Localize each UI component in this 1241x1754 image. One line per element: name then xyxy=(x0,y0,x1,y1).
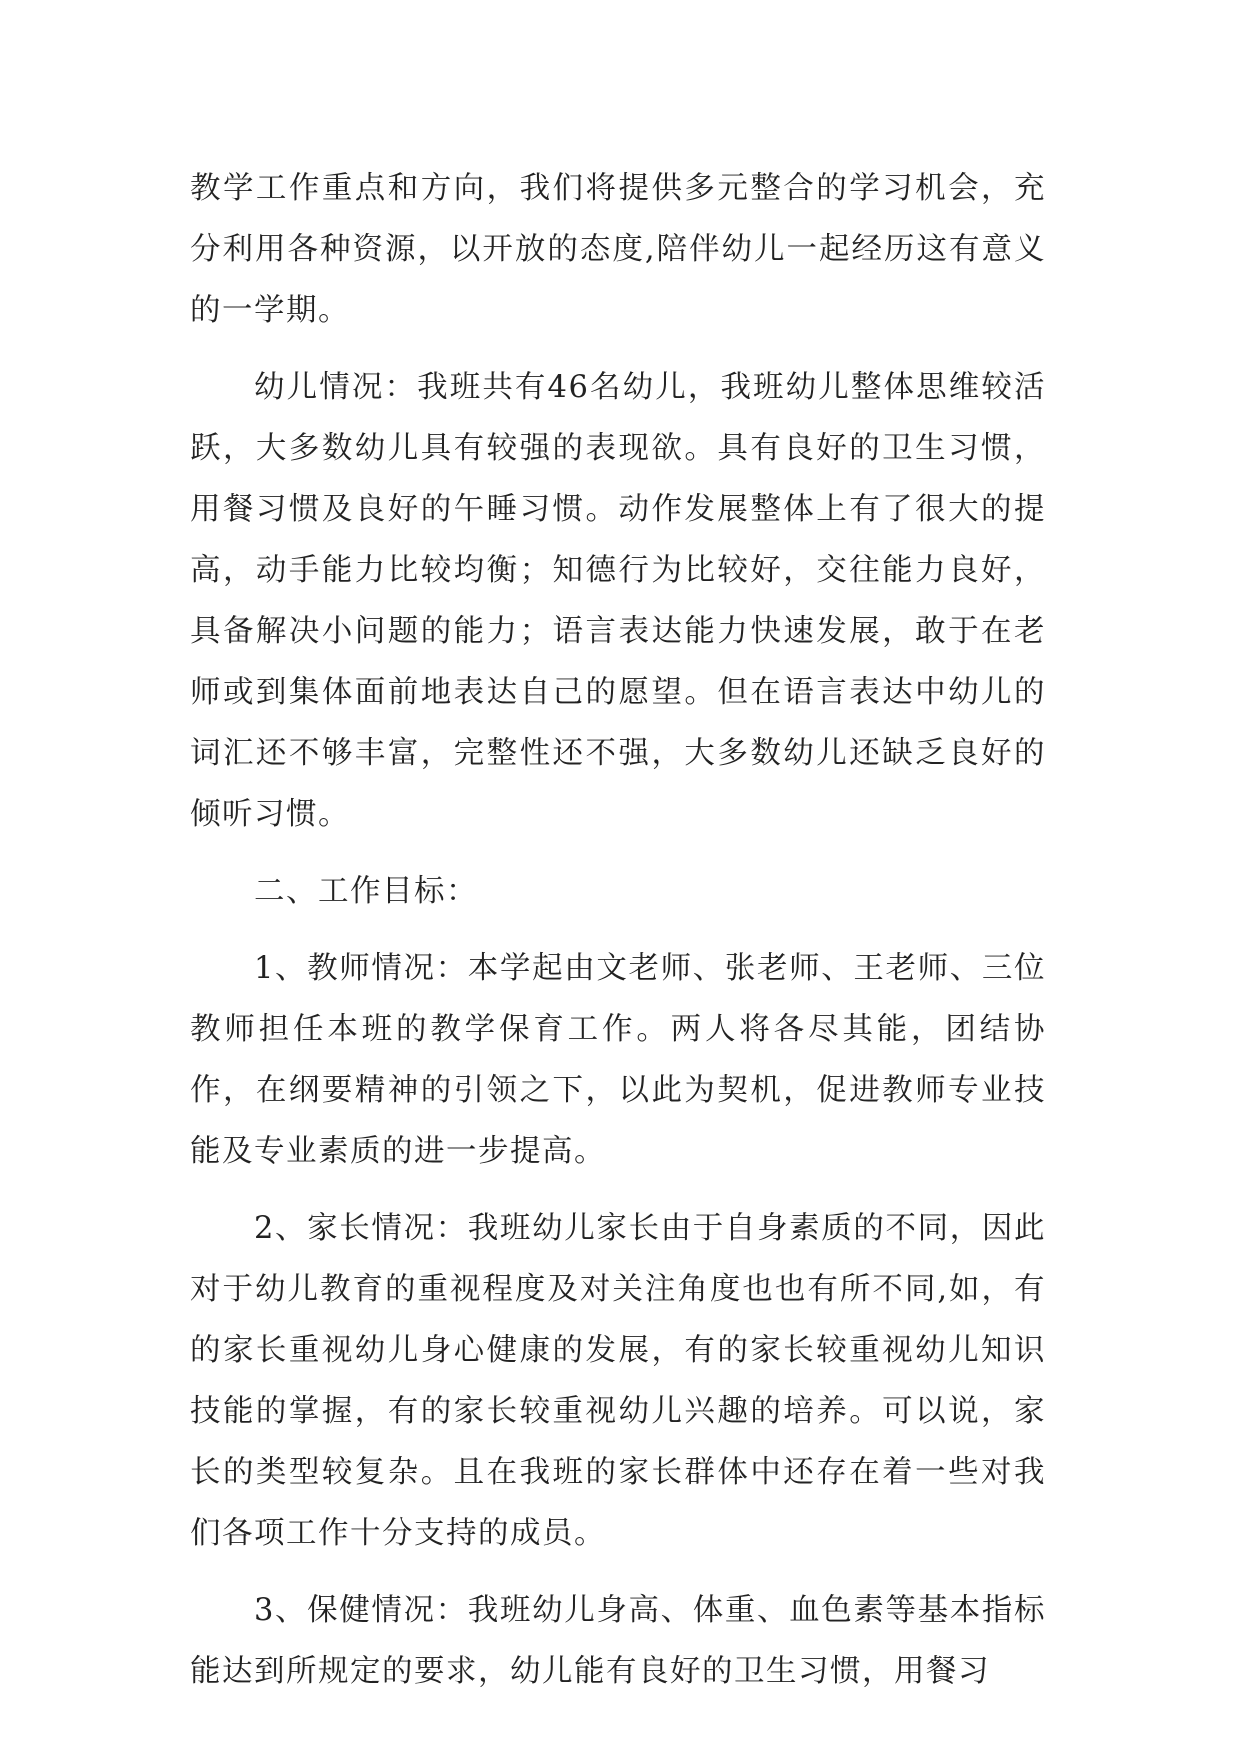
paragraph-children-situation: 幼儿情况：我班共有46名幼儿，我班幼儿整体思维较活跃，大多数幼儿具有较强的表现欲。具有良好的卫生习惯，用餐习惯及良好的午睡习惯。动作发展整体上有了很大的提高，动手能力比较均衡；知德行为比较好，交往能力良好，具备解决小问题的能力；语言表达能力快速发展，敢于在老师或到集体面前地表达自己的愿望。但在语言表达中幼儿的词汇还不够丰富，完整性还不强，大多数幼儿还缺乏良好的倾听习惯。 xyxy=(190,370,1046,832)
paragraph-teacher-situation: 1、教师情况：本学起由文老师、张老师、王老师、三位教师担任本班的教学保育工作。两人将各尽其能，团结协作，在纲要精神的引领之下，以此为契机，促进教师专业技能及专业素质的进一步提高。 xyxy=(190,951,1046,1169)
section-heading-work-goals: 二、工作目标： xyxy=(254,874,478,909)
paragraph-health-situation: 3、保健情况：我班幼儿身高、体重、血色素等基本指标能达到所规定的要求，幼儿能有良好的卫生习惯，用餐习 xyxy=(190,1593,1046,1689)
paragraph-parent-situation: 2、家长情况：我班幼儿家长由于自身素质的不同，因此对于幼儿教育的重视程度及对关注角度也也有所不同,如，有的家长重视幼儿身心健康的发展，有的家长较重视幼儿知识技能的掌握，有的家长较重视幼儿兴趣的培养。可以说，家长的类型较复杂。且在我班的家长群体中还存在着一些对我们各项工作十分支持的成员。 xyxy=(190,1211,1046,1551)
document-page xyxy=(190,158,1046,1718)
paragraph-intro-continuation: 教学工作重点和方向，我们将提供多元整合的学习机会，充分利用各种资源，以开放的态度,陪伴幼儿一起经历这有意义的一学期。 xyxy=(190,171,1046,328)
